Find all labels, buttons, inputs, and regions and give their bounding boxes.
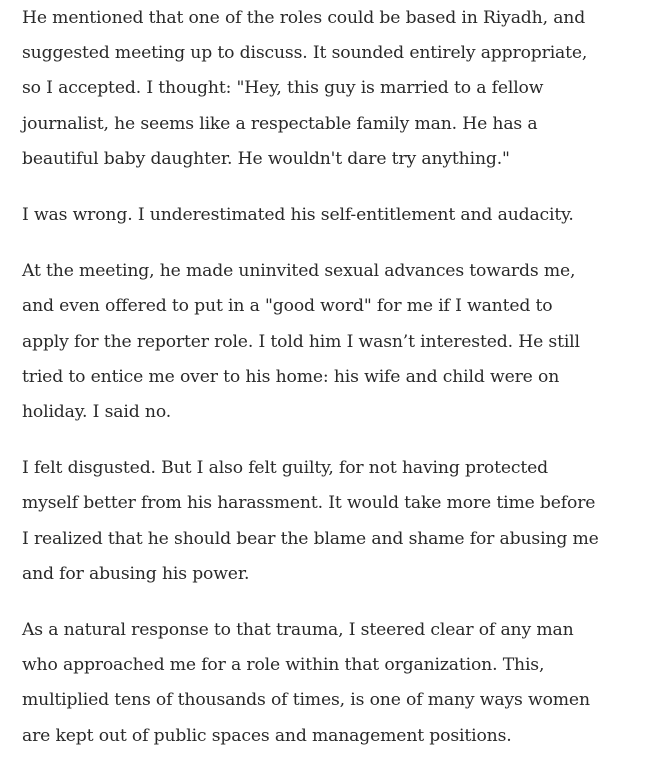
paragraph-line: apply for the reporter role. I told him I wasn’t interested. He still <box>22 331 580 352</box>
paragraph-line: are kept out of public spaces and management positions. <box>22 725 512 746</box>
paragraph-line: myself better from his harassment. It would take more time before <box>22 493 596 514</box>
paragraph-line: He mentioned that one of the roles could be based in Riyadh, and <box>22 8 586 28</box>
paragraph-line: and even offered to put in a "good word" for me if I wanted to <box>22 296 553 317</box>
paragraph-line: beautiful baby daughter. He wouldn't dare try anything." <box>22 148 510 169</box>
paragraph-line: As a natural response to that trauma, I steered clear of any man <box>22 620 574 641</box>
paragraph-line: I felt disgusted. But I also felt guilty, for not having protected <box>22 458 548 479</box>
paragraph-3 <box>22 254 622 430</box>
paragraph-line: journalist, he seems like a respectable family man. He has a <box>22 113 538 134</box>
paragraph-line: and for abusing his power. <box>22 563 250 584</box>
paragraph-line: so I accepted. I thought: "Hey, this guy is married to a fellow <box>22 78 544 99</box>
paragraph-line: holiday. I said no. <box>22 402 172 423</box>
article-body <box>0 1 622 754</box>
paragraph-line: multiplied tens of thousands of times, is one of many ways women <box>22 690 590 711</box>
paragraph-1 <box>22 1 622 177</box>
paragraph-line: who approached me for a role within that organization. This, <box>22 655 545 676</box>
paragraph-2 <box>22 198 622 233</box>
paragraph-5 <box>22 613 622 754</box>
paragraph-line: tried to entice me over to his home: his wife and child were on <box>22 366 560 387</box>
paragraph-line: At the meeting, he made uninvited sexual advances towards me, <box>22 261 576 282</box>
paragraph-4 <box>22 451 622 592</box>
paragraph-line: suggested meeting up to discuss. It sounded entirely appropriate, <box>22 43 588 64</box>
paragraph-line: I realized that he should bear the blame and shame for abusing me <box>22 528 599 549</box>
paragraph-line: I was wrong. I underestimated his self-entitlement and audacity. <box>22 205 574 226</box>
